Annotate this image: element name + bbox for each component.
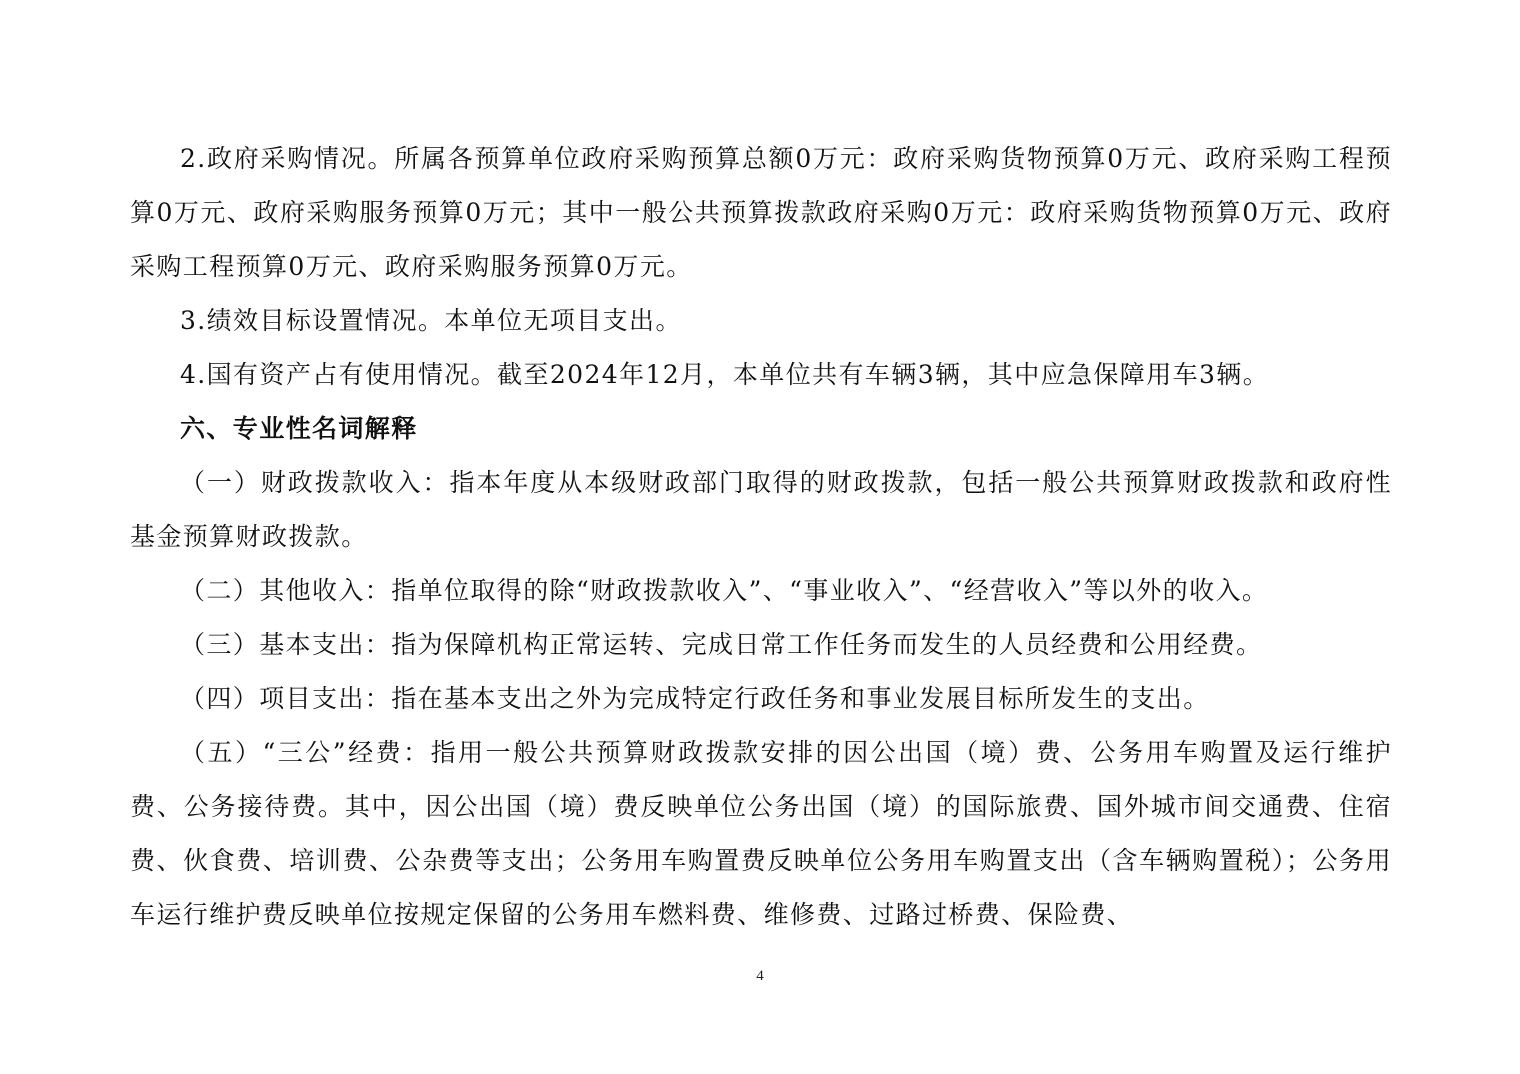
- para-term-basic-expenditure: （三）基本支出：指为保障机构正常运转、完成日常工作任务而发生的人员经费和公用经费。: [180, 630, 1263, 659]
- page-number: 4: [756, 968, 764, 984]
- para-term-project-expenditure: （四）项目支出：指在基本支出之外为完成特定行政任务和事业发展目标所发生的支出。: [180, 684, 1210, 713]
- para-government-procurement: 2.政府采购情况。所属各预算单位政府采购预算总额0万元：政府采购货物预算0万元、政府采购工程预算0万元、政府采购服务预算0万元；其中一般公共预算拨款政府采购0万元：政府采购货物预算0万元、政府采购工程预算0万元、政府采购服务预算0万元。: [130, 144, 1392, 281]
- document-body: [130, 132, 1392, 942]
- para-state-assets: 4.国有资产占有使用情况。截至2024年12月，本单位共有车辆3辆，其中应急保障用车3辆。: [180, 360, 1270, 389]
- para-performance-targets: 3.绩效目标设置情况。本单位无项目支出。: [180, 306, 682, 335]
- para-term-three-public-expenses: （五）“三公”经费：指用一般公共预算财政拨款安排的因公出国（境）费、公务用车购置及运行维护费、公务接待费。其中，因公出国（境）费反映单位公务出国（境）的国际旅费、国外城市间交通费、住宿费、伙食费、培训费、公杂费等支出；公务用车购置费反映单位公务用车购置支出（含车辆购置税）；公务用车运行维护费反映单位按规定保留的公务用车燃料费、维修费、过路过桥费、保险费、: [130, 738, 1392, 929]
- section-heading-terms: 六、专业性名词解释: [180, 414, 418, 443]
- para-term-fiscal-appropriation: （一）财政拨款收入：指本年度从本级财政部门取得的财政拨款，包括一般公共预算财政拨款和政府性基金预算财政拨款。: [130, 468, 1392, 551]
- para-term-other-income: （二）其他收入：指单位取得的除“财政拨款收入”、“事业收入”、“经营收入”等以外的收入。: [180, 576, 1269, 605]
